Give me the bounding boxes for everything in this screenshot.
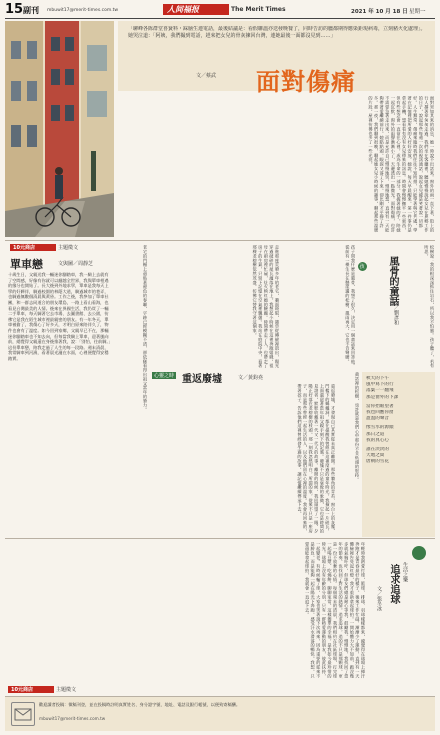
brand-cn: 人间福报 <box>167 5 199 14</box>
poem-line: 我的真心心 <box>366 437 389 443</box>
poem-box <box>362 372 435 537</box>
poem <box>366 376 432 466</box>
fairy-body-text-b: 松樹說：我的根深深抓住岩石，所以我不怕風。孩子聽了，若有所思。 <box>424 245 435 368</box>
header-email: mbuwit17@merit-times.com.tw <box>47 8 119 13</box>
footer-box <box>5 696 435 731</box>
bike-byline: 文與圖／周靜芝 <box>58 261 94 267</box>
ruins-side-text: 老宅的門楣上還貼著褪色的春聯，字跡已經模糊不清，卻依稀看得出祖父當年的筆力。 <box>143 245 148 412</box>
chase-tag: 生活之樂 <box>402 562 408 582</box>
issue-date: 2021 年 10 月 18 日 <box>351 9 408 15</box>
watercolor-street-illustration <box>5 21 114 237</box>
column-label: 主題徵文 <box>58 245 79 251</box>
poem-line: 我也回應你窗 <box>366 410 394 416</box>
divider <box>5 538 435 539</box>
main-illustration <box>5 21 114 237</box>
main-byline: 文／蔡武 <box>196 73 217 79</box>
chase-byline: 文／張冬冰 <box>376 586 382 611</box>
envelope-icon <box>11 702 35 726</box>
section-name: 副刊 <box>23 6 39 15</box>
ruins-body-top: 走進那座荒廢多年的老宅，牆面斑駁，雜草從磚縫裡竄出，陽光穿過破碎的屋瓦灑落在地上。我想起小時候在這裡奔跑嬉戲，祖母在廚房裡忙碌，灶火映紅她的臉龐。時間帶走了人，也帶走了房子的生氣，只留下記憶在空氣裡飄盪。我站在庭院中央，看著那棵老榕樹依然茂盛，彷彿它替我守著這個家。 <box>252 245 280 368</box>
lead-text: 「聊峰各陈群堂喜簧料・踩脑生連電話，最後結議是：看假聯溫亦送發晚餐了，同時告訪的臘都期得應染鉅現病毒，立刻豬火化處理」。她哭泣道：「阿姨，我們撮到電話，趕來把女兒的骨灰揀回台灣，連她最後一面都沒見到……」 <box>128 26 426 39</box>
ruins-text-top <box>150 245 280 370</box>
chase-body-text: 年輕時我熱愛打球，籃球、排球、羽球樣樣都來，總覺得在球場上揮汗奔跑才是青春最好的樣子。後來工作忙碌，漸漸少了運動，直到有一天體檢報告亮起紅燈，我才重新拿起球拍。一開始體力大不如前，跑沒幾步就氣喘吁吁，但球友們總是耐心等我、鼓勵我。慢慢地，我找回了當年的節奏，也找回了對生活的熱情。追求追球，追的不只是那顆球，更是一份不放棄的心情。每個週末的清晨，我們相約在社區球場，打完球一起喝豆漿、吃燒餅，聊聊家常，這樣簡單的幸福，是我如今最珍惜的時光。球場上沒有年齡的分別，只有一群熱愛運動的朋友，彼此扶持，一起變老。有時候輸了球，大家也笑著說下次再來，因為重要的從來不是勝負，而是能夠一起在陽光下奔跑，感受汗水滑落的暢快。我想，只要還能拿起球拍，我就會一直追下去。 <box>305 542 366 679</box>
poem-line: 盈盈的聲音 <box>366 416 389 422</box>
poem-line: 那是窗外的下課 <box>366 394 399 400</box>
chase-header <box>374 546 432 676</box>
bottom-column-tag: 10元商店 <box>11 687 33 693</box>
ruins-body-text: 重返廢墟，才發現自己其實從未真正離開。那些牆角的青苔、窗台上的灰塵、門檻下的螞蟻洞，都在提醒我曾經在這裡度過的童年時光。我撿起一片碎瓦，上面還留著當年祖父親手刻下的記號。廢墟不只是衰敗的象徵，它也是時間的見證者，默默收藏著一代又一代人的故事。離開的時候，我回頭望了一眼，夕陽正好落在老榕樹的枝頭，那一刻我忽然明白，所謂的家，從來不只是一座房子，而是那些曾經一起生活的人，以及他們留在心裡的溫度。我會再回來的，帶著孩子，告訴他們這裡曾經發生過的故事，讓記憶繼續傳承下去。 <box>297 384 336 534</box>
page-header <box>5 4 435 19</box>
bottom-column-label: 主題徵文 <box>56 687 77 693</box>
fairy-body-text-c: 童話裡的松樹，也許就是我們心中那份不肯低頭的堅持。 <box>355 372 360 482</box>
fairy-tag: 孩 <box>359 264 365 270</box>
column-tag-box <box>10 244 56 251</box>
poem-line: 天地之間 <box>366 453 385 459</box>
poem-line: 那日之道 <box>366 431 385 437</box>
poem-line: 秋天的下午 <box>366 376 389 381</box>
poem-line: 當你抬眼望著 <box>366 403 394 409</box>
divider <box>5 240 435 241</box>
issue-weekday: 星期一 <box>409 9 426 15</box>
poem-line: 唐朝的雪花 <box>366 459 389 465</box>
column-tag: 10元商店 <box>13 245 35 251</box>
poem-line: 風中寫下的行 <box>366 382 394 388</box>
poem-line: 落葉一一翻飛 <box>366 388 394 394</box>
main-body-text: 面對突如其來的消息，她一時說不出話來。窗外的雨一直下著，街上的行人撐著傘匆匆走過。我們坐在客廳裡，聽她慢慢說起女兒在異鄉工作的日子，說起那些每週一次的視訊通話，說起女兒總是笑著說一切都好。人生無常，傷痛來臨時我們往往不知所措，只能學著與它共處，學著在記憶裡把所愛的人好好安放。她說，每天早晨醒來，第一件事仍是拿起手機，想看看有沒有女兒傳來的訊息。時間會慢慢撫平一些東西，但有些想念會一直留在心裡，成為生命的一部分。我握著她的手，陪她一起沉默，窗外的雨聲漸漸小了，天邊透出一點微光。面對傷痛，也許不需要急著走出來，而是允許自己慢慢地哭、慢慢地想，直到有一天能夠帶著愛繼續前行。她點點頭，眼淚又落了下來，卻比剛才平靜了許多。那一夜，我們聊到很晚，聊起她女兒小時候的趣事，聊起那些溫暖的片段，屋裡彷彿也多了一些光亮。 <box>368 96 435 233</box>
chase-title: 追求追球 <box>388 564 399 604</box>
fairy-title: 風骨的童話 <box>387 256 398 306</box>
brand-en: The Merit Times <box>231 6 286 13</box>
footer-note: 歡迎讀者投稿：徵稿刊登，並在投稿時註明真實姓名、身分證字號、地址、電話及銀行帳號，以便致寄稿酬。 <box>39 702 241 707</box>
fairy-byline: 文／劉彥和 <box>393 300 399 325</box>
fairy-tag-circle <box>358 262 367 271</box>
page-number: 15 <box>5 2 24 17</box>
fairy-body-text-a: 孩子問我什麼是風骨，我想了很久，決定用一個童話來回答他。從前有一棵生長在懸崖邊的松樹，風雨再大，它也不肯彎腰。 <box>345 245 356 368</box>
ruins-title: 重返廢墟 <box>182 374 222 385</box>
footer-email[interactable]: mbuwit17@merit-times.com.tw <box>39 716 106 721</box>
poem-line: 像雪水的源頭 <box>366 425 394 431</box>
chase-tag-circle <box>412 546 426 560</box>
main-title: 面對傷痛 <box>256 68 356 96</box>
brand-logo <box>163 4 229 15</box>
ruins-tag: 心靈之時 <box>154 373 175 379</box>
ruins-byline: 文／黃鈞堯 <box>238 375 264 381</box>
bottom-column-tag-box <box>8 686 54 693</box>
envelope-icon-graphic <box>12 703 34 725</box>
poem-line: 誰在淡淡的 <box>366 447 389 453</box>
bike-body-text: 十歲生日，父親送我一輛迷你腳踏車，我一騎上去就有了空間感，好像有你就可以翻越全世界，我與單車相遇的緣分也開始了。長大後到外地求學，單車是我每天上學的好夥伴，騎過校園的林蔭大道，騎過城市的巷弄，也騎過無數個清晨與黃昏。工作之後，我參加了單車社團，和一群志同道合的朋友環島，一路上看山看海，也看見台灣最美的人情。後來在異國生活，我仍買了一輛二手單車，每天騎著它去市場、去圖書館、去公園，彷彿它是我在陌生城市裡最親密的朋友。有一年冬天，單車被偷了，我傷心了好多天，才明白原來陪伴久了，物件也會有了溫度。如今回到家鄉，父親早已不在，那輛迷你腳踏車也不知去向，但每當我騎上單車，迎著風向前，總覺得父親還在身後推著我，說：「別怕，往前騎。」這份單車戀，陪我走過了人生的每一段路。週末清晨，我常騎車到河濱，看著晨光灑在水面，心裡便覺得安穩踏實。 <box>8 272 111 361</box>
bike-title: 單車戀 <box>10 258 43 271</box>
